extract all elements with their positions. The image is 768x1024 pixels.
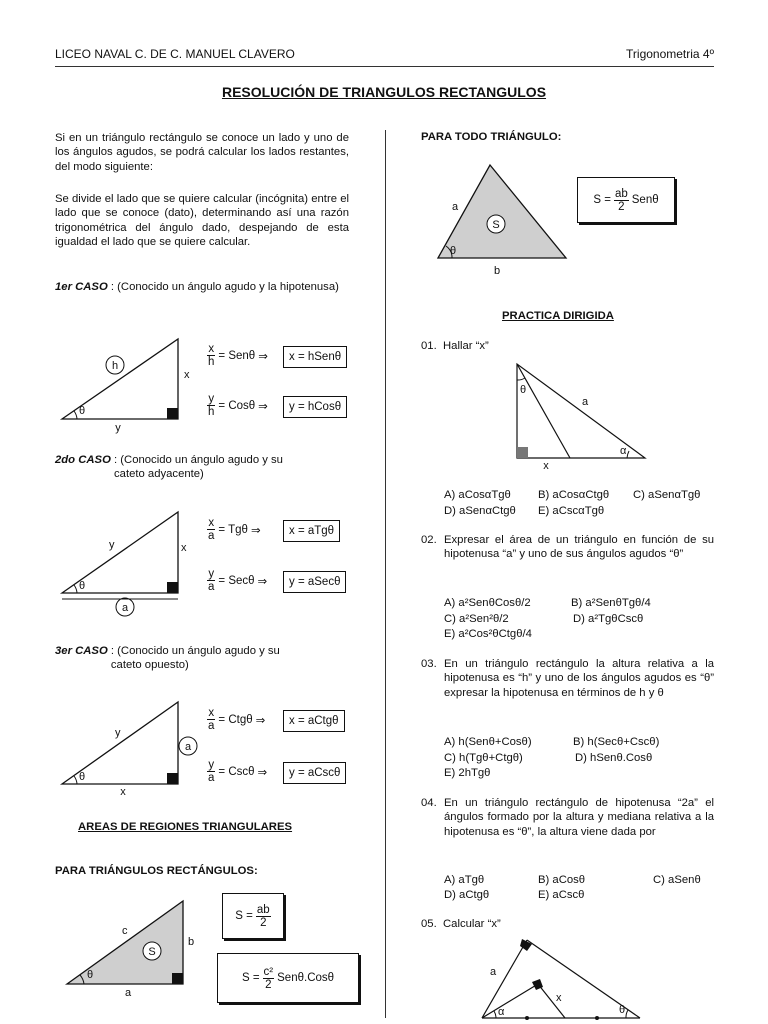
q3-option-a: A) h(Senθ+Cosθ) [444,736,532,748]
svg-text:y: y [115,727,121,739]
case-1-heading [55,280,345,294]
question-3: 03. En un triángulo rectángulo la altura relativa a la hipotenusa es “h” y uno de los ángulos agudos es “θ” expresar la hipotenusa en términos de h y θ [421,658,714,699]
svg-text:y: y [109,539,115,551]
q4-option-d: D) aCtgθ [444,889,490,901]
school-name: LICEO NAVAL C. DE C. MANUEL CLAVERO [55,47,295,61]
svg-text:θ: θ [79,771,86,783]
svg-text:S: S [492,219,500,231]
all-triangles-heading: PARA TODO TRIÁNGULO: [421,131,562,143]
svg-text:θ: θ [87,969,94,981]
svg-text:α: α [620,445,627,457]
svg-text:a: a [490,966,497,978]
case-1-eq-2: $\frac{y}{h}$ = Cosθ ⇒ [208,393,268,418]
q4-option-e: E) aCscθ [538,889,585,901]
svg-text:a: a [124,987,132,999]
svg-text:θ: θ [520,384,527,396]
practice-heading: PRACTICA DIRIGIDA [502,310,614,322]
question-5: 05. Calcular “x” [421,918,501,930]
case-2-eq-2: $\frac{y}{a}$ = Secθ ⇒ [208,568,268,593]
question-5-figure [480,936,650,1024]
svg-text:α: α [498,1006,505,1018]
svg-text:a: a [452,201,459,213]
svg-text:b: b [493,265,501,277]
q1-option-c: C) aSenαTgθ [633,489,701,501]
question-2: 02. Expresar el área de un triángulo en función de su hipotenusa “a” y uno de sus ángulos agudos “θ” [421,534,714,561]
svg-text:θ: θ [79,405,86,417]
q3-option-b: B) h(Secθ+Cscθ) [573,736,660,748]
svg-text:y: y [115,422,121,434]
intro-paragraph-2: Se divide el lado que se quiere calcular (incógnita) entre el lado que se conoce (dato), determinando así una razón trigonométrica del ángulo dado, despejando de esta igualdad el lado que se quiere calcular. [55,193,349,249]
svg-text:a: a [582,396,589,408]
q2-option-c: C) a²Sen²θ/2 [444,613,509,625]
svg-text:θ: θ [450,245,457,257]
intro-paragraph-1: Si en un triángulo rectángulo se conoce un lado y uno de los ángulos agudos, se podrá calcular los lados restantes, del modo siguiente: [55,132,349,173]
q2-option-b: B) a²SenθTgθ/4 [571,597,651,609]
svg-text:x: x [543,460,549,472]
general-triangle-figure [430,160,580,280]
q1-option-e: E) aCscαTgθ [538,505,605,517]
q2-option-a: A) a²SenθCosθ/2 [444,597,531,609]
q4-option-b: B) aCosθ [538,874,586,886]
q2-option-e: E) a²Cos²θCtgθ/4 [444,628,532,640]
case-3-heading: 3er CASO : (Conocido un ángulo agudo y su cateto opuesto) [55,645,280,672]
q3-option-e: E) 2hTgθ [444,767,491,779]
q4-option-c: C) aSenθ [653,874,701,886]
page-title: RESOLUCIÓN DE TRIANGULOS RECTANGULOS [221,84,547,100]
q1-option-d: D) aSenαCtgθ [444,505,516,517]
case-1-result-1: x = hSenθ [283,346,347,368]
svg-text:x: x [184,369,190,381]
case-2-eq-1: $\frac{x}{a}$ = Tgθ ⇒ [208,517,261,542]
svg-text:θ: θ [619,1004,626,1016]
area-formula-2: S = $\frac{\text{c²}}{2}$ Senθ.Cosθ [217,953,359,1003]
right-triangle-area-figure [60,898,210,1003]
course-name: Trigonometria 4º [626,47,714,61]
q1-option-b: B) aCosαCtgθ [538,489,610,501]
svg-text:x: x [556,992,562,1004]
case-1-figure [55,335,195,435]
svg-text:a: a [121,602,129,614]
svg-text:θ: θ [79,580,86,592]
svg-text:x: x [120,786,126,798]
q2-option-d: D) a²TgθCscθ [573,613,644,625]
svg-text:S: S [148,946,156,958]
case-3-eq-2: $\frac{y}{a}$ = Cscθ ⇒ [208,759,268,784]
svg-text:b: b [188,936,195,948]
q3-option-c: C) h(Tgθ+Ctgθ) [444,752,523,764]
case-2-heading: 2do CASO : (Conocido un ángulo agudo y su cateto adyacente) [55,454,283,481]
q3-option-d: D) hSenθ.Cosθ [575,752,653,764]
case-1-known-label: h [111,360,119,372]
area-formula-1: S = $\frac{ab}{2}$ [222,893,284,939]
case-desc: : (Conocido un ángulo agudo y la hipotenusa) [110,281,339,293]
column-divider [385,130,386,1018]
case-2-result-2: y = aSecθ [283,571,346,593]
area-formula-3: S = $\frac{ab}{2}$ Senθ [577,177,675,223]
header-divider [55,66,714,67]
svg-text:x: x [181,542,187,554]
right-triangles-heading: PARA TRIÁNGULOS RECTÁNGULOS: [55,865,258,877]
case-3-result-1: x = aCtgθ [283,710,345,732]
q1-option-a: A) aCosαTgθ [444,489,511,501]
question-1-figure [510,362,660,472]
question-4: 04. En un triángulo rectángulo de hipotenusa “2a” el ángulos formado por la altura y mediana relativa a la hipotenusa es “θ”, la altura viene dada por [421,797,714,838]
areas-heading: AREAS DE REGIONES TRIANGULARES [78,821,293,833]
case-1-eq-1: $\frac{x}{h}$ = Senθ ⇒ [208,343,268,368]
svg-text:c: c [122,925,128,937]
case-3-eq-1: $\frac{x}{a}$ = Ctgθ ⇒ [208,707,266,732]
case-1-result-2: y = hCosθ [283,396,347,418]
case-label: 1er CASO [55,281,108,293]
case-2-result-1: x = aTgθ [283,520,340,542]
q4-option-a: A) aTgθ [444,874,485,886]
case-3-result-2: y = aCscθ [283,762,346,784]
question-1: 01. Hallar “x” [421,340,489,352]
svg-text:a: a [184,741,192,753]
case-2-figure [55,507,195,617]
case-3-figure [55,697,205,802]
